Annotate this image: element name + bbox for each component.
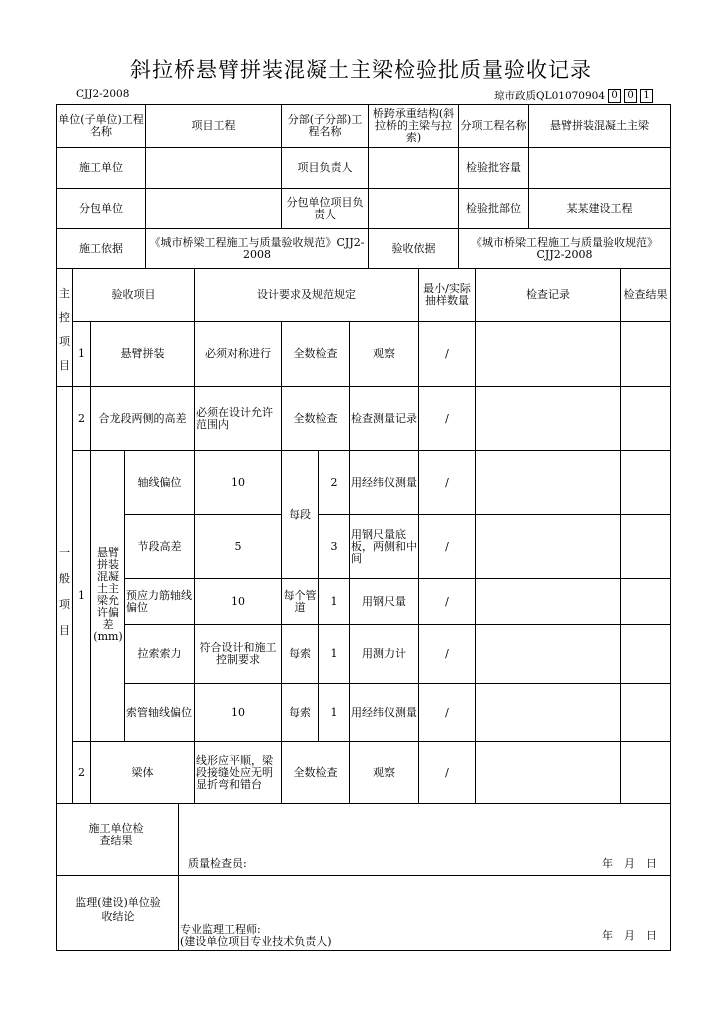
main-row-method: 观察 — [373, 347, 395, 360]
general-row-scope: 全数检查 — [293, 411, 338, 425]
deviation-sample: / — [445, 475, 449, 489]
contractor-result-label: 施工单位检查结果 — [88, 822, 144, 847]
deviation-item: 轴线偏位 — [137, 475, 182, 489]
col-spec: 设计要求及规范规定 — [257, 288, 356, 301]
col-result: 检查结果 — [623, 288, 668, 301]
deviation-spec: 10 — [231, 475, 245, 489]
main-row-scope: 全数检查 — [293, 347, 338, 360]
accept-label: 验收依据 — [391, 241, 436, 255]
deviation-sample: / — [445, 594, 449, 608]
main-row-no: 1 — [78, 347, 85, 360]
deviation-item: 节段高差 — [137, 539, 182, 553]
deviation-freq: 每索 — [289, 647, 311, 660]
item-value: 悬臂拼装混凝土主梁 — [550, 119, 649, 132]
deviation-sample: / — [445, 705, 449, 719]
deviation-method: 用经纬仪测量 — [351, 475, 417, 489]
sub-pm-label: 分包单位项目负责人 — [286, 195, 364, 221]
main-control-label: 主 控 项 目 — [59, 287, 70, 372]
deviation-method: 用钢尺量底板，两侧和中间 — [351, 527, 417, 565]
pm-label: 项目负责人 — [297, 161, 353, 174]
main-row-item: 悬臂拼装 — [120, 347, 165, 360]
last-row-sample: / — [445, 765, 449, 779]
basis-label: 施工依据 — [79, 241, 123, 255]
deviation-count: 1 — [330, 647, 338, 660]
date-label-2: 年 月 日 — [602, 929, 657, 942]
deviation-item: 索管轴线偏位 — [126, 705, 192, 719]
record-box-3: 1 — [640, 89, 653, 103]
deviation-sample: / — [445, 539, 449, 553]
date-label: 年 月 日 — [602, 857, 657, 870]
deviation-spec: 10 — [231, 594, 245, 608]
record-box-2: 0 — [624, 89, 637, 103]
deviation-count: 1 — [330, 594, 338, 608]
main-row-spec: 必须对称进行 — [205, 347, 271, 360]
page-title: 斜拉桥悬臂拼装混凝土主梁检验批质量验收记录 — [130, 58, 592, 82]
last-row-method: 观察 — [373, 765, 395, 779]
last-row-scope: 全数检查 — [293, 765, 338, 779]
deviation-count: 1 — [330, 705, 338, 719]
deviation-spec: 符合设计和施工控制要求 — [199, 641, 277, 666]
location-value: 某某建设工程 — [566, 201, 633, 215]
general-row-method: 检查测量记录 — [351, 411, 417, 425]
inspector-label: 质量检查员: — [188, 857, 247, 870]
supervision-label: 监理(建设)单位验收结论 — [75, 896, 161, 923]
col-item: 验收项目 — [111, 288, 156, 301]
record-prefix: 琼市政质QL01070904 — [494, 90, 606, 102]
engineer-label: 专业监理工程师: — [180, 923, 261, 936]
last-row-item: 梁体 — [131, 765, 154, 779]
deviation-spec: 10 — [231, 705, 245, 719]
deviation-count: 3 — [330, 539, 338, 553]
deviation-sample: / — [445, 647, 449, 660]
general-row-spec: 必须在设计允许范围内 — [196, 405, 273, 431]
accept-value: 《城市桥梁工程施工与质量验收规范》CJJ2-2008 — [471, 235, 658, 261]
per-segment: 每段 — [289, 507, 311, 521]
contractor-label: 施工单位 — [79, 161, 123, 174]
deviation-item: 拉索索力 — [137, 647, 182, 660]
general-row-no: 2 — [78, 411, 85, 425]
location-label: 检验批部位 — [466, 201, 521, 215]
deviation-no: 1 — [78, 589, 85, 602]
owner-label: (建设单位项目专业技术负责人) — [180, 935, 332, 948]
unit-value: 项目工程 — [191, 119, 236, 132]
deviation-method: 用测力计 — [362, 647, 406, 660]
last-row-spec: 线形应平顺，梁段接缝处应无明显折弯和错台 — [196, 753, 273, 791]
general-row-item: 合龙段两侧的高差 — [98, 411, 187, 425]
main-row-sample: / — [445, 347, 449, 360]
deviation-spec: 5 — [234, 539, 242, 553]
sub-label: 分包单位 — [79, 201, 123, 215]
deviation-freq: 每索 — [289, 705, 311, 719]
deviation-method: 用经纬仪测量 — [351, 705, 417, 719]
basis-value: 《城市桥梁工程施工与质量验收规范》CJJ2-2008 — [149, 235, 365, 261]
deviation-count: 2 — [330, 475, 338, 489]
part-value: 桥跨承重结构(斜拉桥的主梁与拉索) — [372, 107, 455, 144]
part-label: 分部(子分部)工程名称 — [287, 113, 363, 138]
col-record: 检查记录 — [526, 288, 570, 301]
deviation-item: 预应力筋轴线偏位 — [126, 588, 192, 614]
deviation-method: 用钢尺量 — [362, 594, 406, 608]
last-row-no: 2 — [78, 765, 85, 779]
deviation-group: 悬臂拼装混凝土主梁允许偏差(mm) — [93, 546, 123, 643]
capacity-label: 检验批容量 — [466, 161, 521, 174]
general-label: 一 般 项 目 — [59, 546, 70, 637]
col-sample: 最小/实际抽样数量 — [423, 282, 471, 307]
unit-label: 单位(子单位)工程名称 — [58, 113, 144, 138]
standard-code: CJJ2-2008 — [76, 88, 130, 100]
item-label: 分项工程名称 — [460, 119, 527, 132]
general-row-sample: / — [445, 411, 449, 425]
record-box-1: 0 — [608, 89, 621, 103]
deviation-freq: 每个管道 — [283, 588, 317, 614]
